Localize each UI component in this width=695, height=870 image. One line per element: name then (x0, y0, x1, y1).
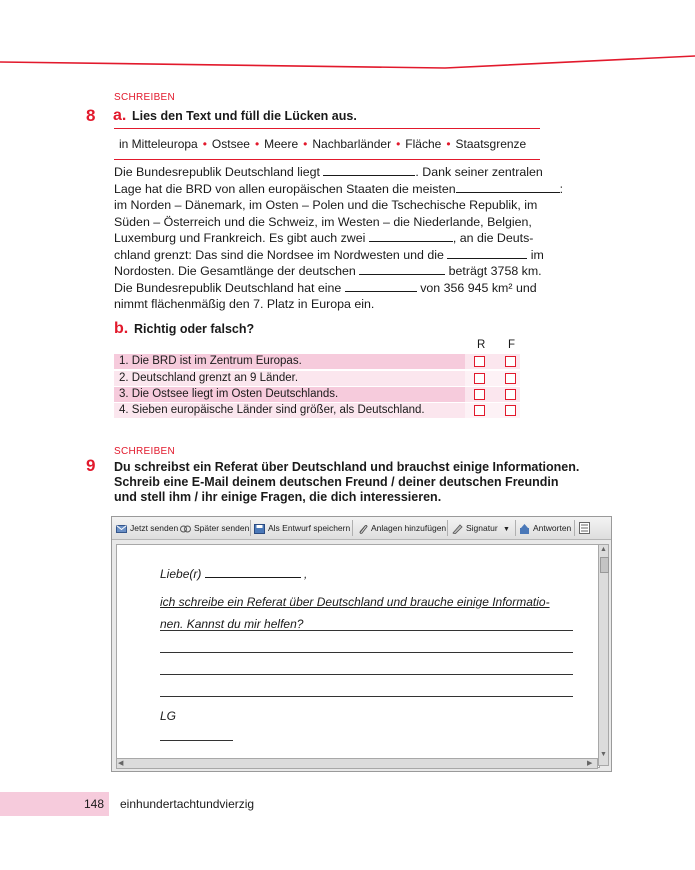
reply-label: Antworten (533, 523, 572, 533)
text-segment: chland grenzt: Das sind die Nordsee im Nordwesten und die (114, 247, 448, 262)
text-segment: im Norden – Dänemark, im Osten – Polen und die Tschechische Republik, im (114, 198, 538, 212)
ex8-gap-text (114, 164, 563, 313)
ex9-instruction-3: und stell ihm / ihr einige Fragen, die dich interessieren. (114, 490, 442, 504)
blank-gap[interactable] (345, 280, 417, 292)
checkbox-falsch[interactable] (505, 389, 516, 400)
save-draft-label: Als Entwurf speichern (268, 523, 351, 533)
blank-gap[interactable] (456, 181, 560, 193)
send-now-icon (116, 524, 127, 534)
toolbar-separator (352, 520, 353, 536)
text-line (114, 296, 563, 313)
attach-label: Anlagen hinzufügen (371, 523, 447, 533)
text-line (114, 247, 563, 264)
word-bank-item: in Mitteleuropa (119, 137, 198, 151)
ex8a-instruction: Lies den Text und füll die Lücken aus. (132, 109, 357, 123)
ex9-instruction-2: Schreib eine E-Mail deinem deutschen Freund / deiner deutschen Freundin (114, 475, 559, 489)
text-line (114, 280, 563, 297)
reply-icon (519, 524, 530, 534)
page-number-word: einhundertachtundvierzig (120, 797, 255, 811)
text-segment: Lage hat die BRD von allen europäischen Staaten die meisten (114, 181, 456, 196)
blank-gap[interactable] (323, 164, 415, 176)
checkbox-falsch[interactable] (505, 405, 516, 416)
vertical-scrollbar[interactable] (598, 544, 609, 766)
toolbar-separator (447, 520, 448, 536)
email-toolbar (112, 517, 611, 540)
email-greeting-text: Liebe(r) (160, 567, 202, 581)
blank-gap[interactable] (447, 247, 527, 259)
text-segment: im (527, 247, 544, 262)
send-later-button[interactable] (180, 521, 249, 535)
bullet-separator: • (202, 137, 207, 151)
text-line (114, 181, 563, 198)
pen-icon (452, 524, 463, 534)
text-line (114, 164, 563, 181)
email-compose-area[interactable] (116, 544, 600, 768)
scroll-right-icon[interactable]: ▶ (587, 760, 593, 767)
statement-row: 4. Sieben europäische Länder sind größer, als Deutschland. (114, 403, 465, 418)
checkbox-richtig[interactable] (474, 389, 485, 400)
col-header-falsch: F (508, 339, 516, 351)
header-decor-line (0, 0, 695, 80)
text-line (114, 263, 563, 280)
ex8b-instruction: Richtig oder falsch? (134, 322, 255, 336)
word-bank-item: Meere (264, 137, 299, 151)
text-segment: : (559, 181, 564, 196)
email-line-2-rule (160, 630, 573, 631)
email-blank-line (160, 696, 573, 697)
text-line (114, 197, 563, 214)
text-segment: Die Bundesrepublik Deutschland hat eine (114, 280, 345, 295)
checkbox-falsch[interactable] (505, 373, 516, 384)
word-bank-item: Ostsee (211, 137, 250, 151)
blank-gap[interactable] (369, 230, 453, 242)
text-segment: nimmt flächenmäßig den 7. Platz in Europa ein. (114, 297, 375, 311)
email-greeting: Liebe(r) , (160, 567, 308, 581)
word-bank-list (119, 137, 526, 151)
checkbox-richtig[interactable] (474, 373, 485, 384)
page-number: 148 (84, 797, 105, 811)
bullet-separator: • (254, 137, 260, 151)
toolbar-separator (250, 520, 251, 536)
scroll-left-icon[interactable]: ◀ (118, 760, 124, 767)
save-draft-button[interactable] (254, 521, 350, 535)
ex8b-letter: b. (114, 320, 129, 337)
send-later-icon (180, 524, 191, 534)
send-now-button[interactable] (116, 521, 178, 535)
col-header-richtig: R (477, 339, 486, 351)
email-line-1: ich schreibe ein Referat über Deutschland und brauche einige Informatio- (160, 595, 550, 609)
statement-row: 3. Die Ostsee liegt im Osten Deutschlands. (114, 387, 465, 402)
text-segment: von 356 945 km² und (416, 280, 537, 295)
word-bank (114, 128, 540, 160)
statement-row: 1. Die BRD ist im Zentrum Europas. (114, 354, 465, 369)
attach-button[interactable] (357, 521, 446, 535)
text-segment: Luxemburg und Frankreich. Es gibt auch zwei (114, 231, 369, 245)
paperclip-icon (357, 524, 368, 534)
text-segment: Süden – Österreich und die Schweiz, im Westen – die Niederlande, Belgien, (114, 214, 532, 229)
scroll-up-icon[interactable]: ▲ (600, 546, 607, 553)
word-bank-item: Staatsgrenze (455, 137, 527, 151)
email-blank-line (160, 652, 573, 653)
bullet-separator: • (446, 137, 451, 151)
bullet-separator: • (396, 137, 401, 151)
text-line (114, 230, 563, 247)
email-window (111, 516, 612, 772)
checkbox-richtig[interactable] (474, 405, 485, 416)
ex9-instruction-1: Du schreibst ein Referat über Deutschland und brauchst einige Informationen. (114, 460, 580, 474)
save-draft-icon (254, 524, 265, 534)
ex9-number: 9 (86, 456, 96, 475)
checkbox-richtig[interactable] (474, 356, 485, 367)
blank-gap[interactable] (359, 263, 445, 275)
statement-row: 2. Deutschland grenzt an 9 Länder. (114, 371, 465, 386)
email-line-2: nen. Kannst du mir helfen? (160, 617, 304, 631)
horizontal-scrollbar[interactable] (116, 758, 598, 769)
text-segment: . Dank seiner zentralen (415, 165, 543, 179)
ex8-section-tag: SCHREIBEN (114, 92, 176, 103)
email-closing: LG (160, 709, 177, 723)
scroll-down-icon[interactable]: ▼ (600, 751, 607, 758)
ex8a-letter: a. (113, 107, 127, 124)
chevron-down-icon: ▼ (503, 526, 510, 533)
grid-icon[interactable] (579, 522, 590, 534)
checkbox-falsch[interactable] (505, 356, 516, 367)
ex9-section-tag: SCHREIBEN (114, 446, 176, 457)
text-segment: , an die Deuts- (452, 231, 534, 245)
email-signature-line (160, 740, 233, 741)
email-blank-line (160, 674, 573, 675)
toolbar-separator (515, 520, 516, 536)
toolbar-separator (574, 520, 575, 536)
text-line (114, 214, 563, 231)
bullet-separator: • (303, 137, 308, 151)
word-bank-item: Fläche (405, 137, 442, 151)
scroll-thumb[interactable] (600, 557, 609, 573)
send-later-label: Später senden (194, 523, 250, 533)
signature-button[interactable] (452, 521, 510, 535)
reply-button[interactable] (519, 521, 571, 535)
word-bank-item: Nachbarländer (312, 137, 392, 151)
ex8-number: 8 (86, 106, 96, 125)
text-segment: beträgt 3758 km. (445, 264, 542, 278)
text-segment: Die Bundesrepublik Deutschland liegt (114, 165, 324, 179)
text-segment: Nordosten. Die Gesamtlänge der deutschen (114, 264, 360, 278)
signature-label: Signatur (466, 523, 498, 533)
send-now-label: Jetzt senden (130, 523, 179, 533)
